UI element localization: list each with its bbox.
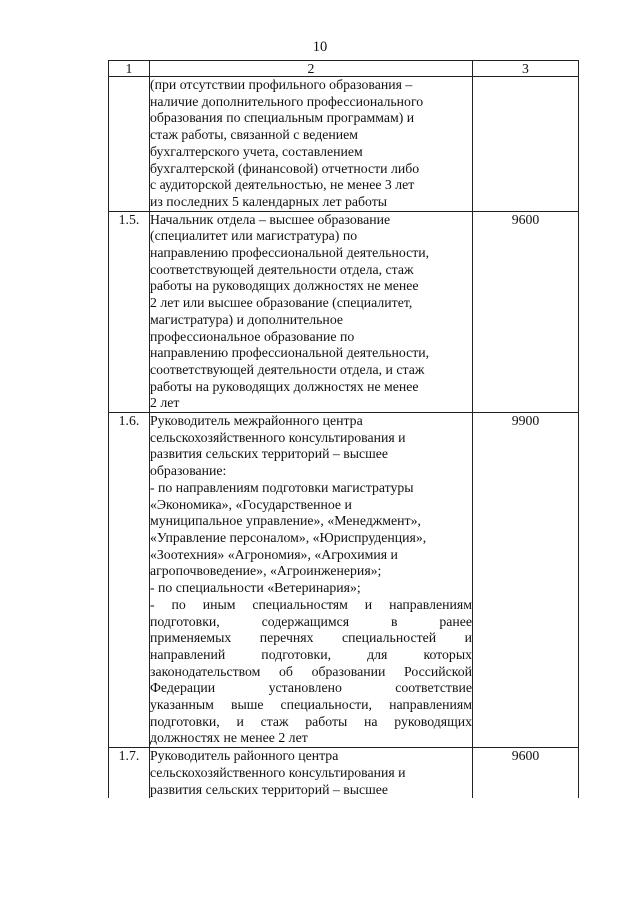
row-salary-value (473, 77, 579, 212)
description-line: должностях не менее 2 лет (150, 730, 308, 746)
description-line: применяемых перечнях специальностей и (150, 630, 472, 646)
description-line: направлению профессиональной деятельности, (150, 345, 430, 361)
description-line: направлению профессиональной деятельности, (150, 245, 430, 261)
description-line: законодательством об образовании Российской (150, 663, 472, 679)
row-description (150, 413, 473, 748)
description-line: муниципальное управление», «Менеджмент», (150, 513, 421, 529)
description-line: работы на руководящих должностях не менее (150, 378, 419, 394)
description-line: бухгалтерской (финансовой) отчетности либо (150, 160, 420, 176)
column-header-1: 1 (109, 61, 150, 77)
row-number: 1.6. (109, 413, 150, 748)
description-line: «Управление персоналом», «Юриспруденция», (150, 529, 427, 545)
description-line: Руководитель межрайонного центра (150, 413, 363, 429)
description-line: соответствующей деятельности отдела, стаж (150, 261, 414, 277)
description-line: Руководитель районного центра (150, 748, 339, 764)
description-line: - по направлениям подготовки магистратуры (150, 479, 414, 495)
row-salary-value: 9600 (473, 748, 579, 799)
description-line: стаж работы, связанной с ведением (150, 127, 358, 143)
description-line: профессиональное образование по (150, 328, 355, 344)
row-description (150, 77, 473, 212)
description-line: соответствующей деятельности отдела, и стаж (150, 361, 425, 377)
table-row (109, 77, 579, 212)
description-line: агропочвоведение», «Агроинженерия»; (150, 563, 382, 579)
description-line: подготовки, содержащимся в ранее (150, 613, 472, 629)
qualification-salary-table (108, 60, 579, 798)
row-number: 1.5. (109, 211, 150, 412)
table-header-row (109, 61, 579, 77)
table-row (109, 413, 579, 748)
description-line: (при отсутствии профильного образования – (150, 77, 413, 92)
row-salary-value: 9600 (473, 211, 579, 412)
description-line: из последних 5 календарных лет работы (150, 193, 388, 209)
row-description (150, 211, 473, 412)
description-line: (специалитет или магистратура) по (150, 228, 358, 244)
description-line: сельскохозяйственного консультирования и (150, 764, 406, 780)
description-line: указанным выше специальности, направлениям (150, 697, 472, 713)
description-line: 2 лет или высшее образование (специалитет, (150, 295, 413, 311)
description-line: с аудиторской деятельностью, не менее 3 лет (150, 177, 415, 193)
description-line: развития сельских территорий – высшее (150, 781, 389, 797)
description-line: направлений подготовки, для которых (150, 646, 472, 662)
description-line: «Зоотехния» «Агрономия», «Агрохимия и (150, 546, 398, 562)
description-line: работы на руководящих должностях не менее (150, 278, 419, 294)
row-number (109, 77, 150, 212)
page-number: 10 (312, 39, 328, 55)
description-line: 2 лет (150, 395, 180, 411)
description-line: сельскохозяйственного консультирования и (150, 429, 406, 445)
row-number: 1.7. (109, 748, 150, 799)
column-header-2: 2 (150, 61, 473, 77)
row-description (150, 748, 473, 799)
description-line: Федерации установлено соответствие (150, 680, 472, 696)
table-row (109, 748, 579, 799)
description-line: образования по специальным программам) и (150, 110, 415, 126)
description-line: бухгалтерского учета, составлением (150, 143, 363, 159)
description-line: наличие дополнительного профессионального (150, 93, 424, 109)
description-line: - по иным специальностям и направлениям (150, 596, 472, 612)
table-row (109, 211, 579, 412)
description-line: развития сельских территорий – высшее (150, 446, 389, 462)
description-line: - по специальности «Ветеринария»; (150, 580, 361, 596)
column-header-3: 3 (473, 61, 579, 77)
description-line: подготовки, и стаж работы на руководящих (150, 713, 472, 729)
description-line: магистратура) и дополнительное (150, 311, 344, 327)
description-line: Начальник отдела – высшее образование (150, 211, 391, 227)
description-line: «Экономика», «Государственное и (150, 496, 352, 512)
row-salary-value: 9900 (473, 413, 579, 748)
description-line: образование: (150, 463, 227, 479)
